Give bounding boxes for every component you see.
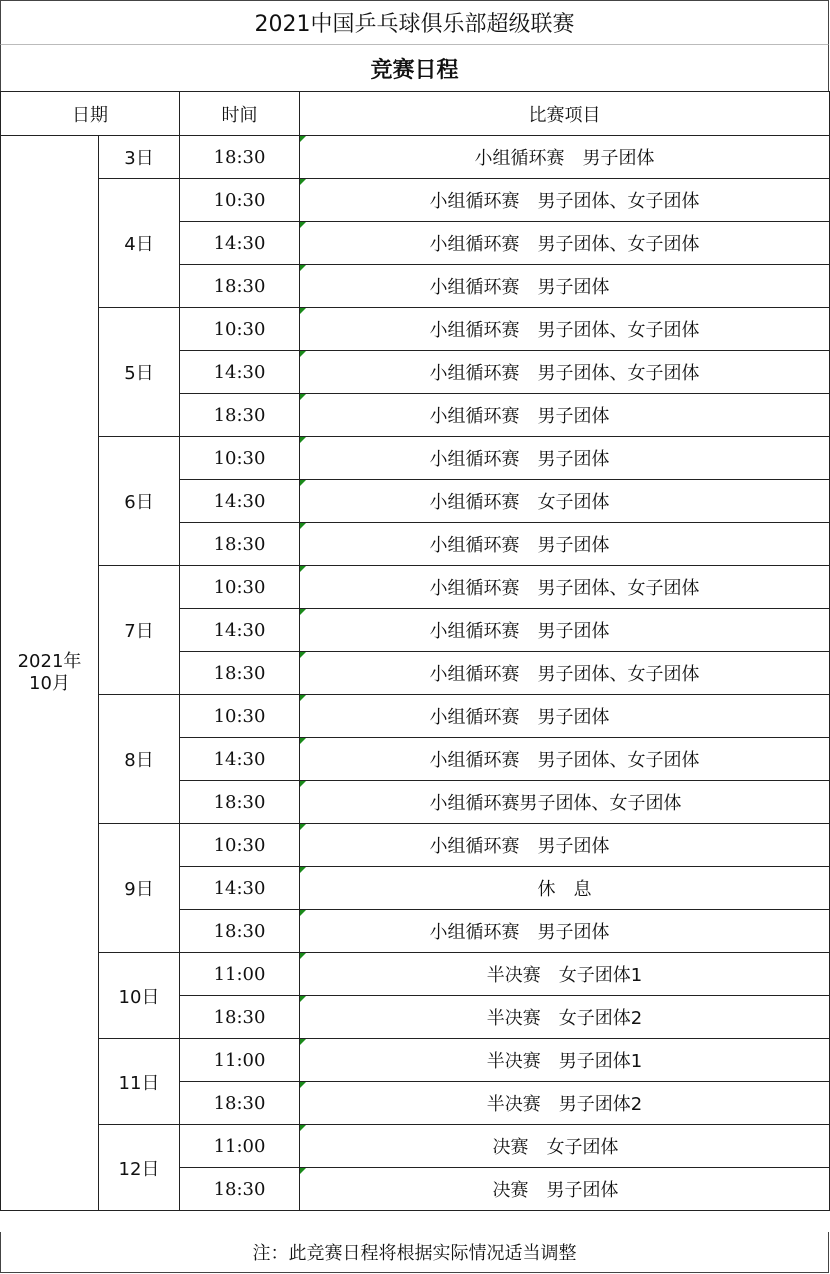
schedule-row <box>1 824 830 867</box>
event-cell[interactable]: 小组循环赛 男子团体、女子团体 <box>300 308 830 351</box>
schedule-row <box>1 566 830 609</box>
time-cell[interactable]: 14:30 <box>180 480 300 523</box>
day-cell[interactable]: 9日 <box>99 824 180 953</box>
time-cell[interactable]: 14:30 <box>180 867 300 910</box>
schedule-row <box>1 1125 830 1168</box>
event-cell[interactable]: 决赛 女子团体 <box>300 1125 830 1168</box>
time-cell[interactable]: 18:30 <box>180 136 300 179</box>
schedule-row <box>1 136 830 179</box>
event-cell[interactable]: 半决赛 男子团体2 <box>300 1082 830 1125</box>
time-cell[interactable]: 18:30 <box>180 394 300 437</box>
day-cell[interactable]: 12日 <box>99 1125 180 1211</box>
time-cell[interactable]: 14:30 <box>180 738 300 781</box>
schedule-subtitle: 竞赛日程 <box>0 45 829 91</box>
schedule-table <box>0 91 830 1211</box>
event-cell[interactable]: 小组循环赛 男子团体、女子团体 <box>300 222 830 265</box>
time-cell[interactable]: 14:30 <box>180 222 300 265</box>
header-time[interactable]: 时间 <box>180 92 300 136</box>
time-cell[interactable]: 18:30 <box>180 1082 300 1125</box>
event-cell[interactable]: 小组循环赛 男子团体、女子团体 <box>300 566 830 609</box>
day-cell[interactable]: 8日 <box>99 695 180 824</box>
schedule-row <box>1 953 830 996</box>
time-cell[interactable]: 18:30 <box>180 265 300 308</box>
time-cell[interactable]: 10:30 <box>180 179 300 222</box>
time-cell[interactable]: 18:30 <box>180 910 300 953</box>
event-cell[interactable]: 小组循环赛 男子团体 <box>300 609 830 652</box>
time-cell[interactable]: 11:00 <box>180 1039 300 1082</box>
day-cell[interactable]: 6日 <box>99 437 180 566</box>
time-cell[interactable]: 11:00 <box>180 1125 300 1168</box>
day-cell[interactable]: 3日 <box>99 136 180 179</box>
time-cell[interactable]: 14:30 <box>180 351 300 394</box>
time-cell[interactable]: 18:30 <box>180 781 300 824</box>
time-cell[interactable]: 14:30 <box>180 609 300 652</box>
schedule-row <box>1 695 830 738</box>
event-cell[interactable]: 决赛 男子团体 <box>300 1168 830 1211</box>
header-date[interactable]: 日期 <box>1 92 180 136</box>
event-cell[interactable]: 小组循环赛 男子团体、女子团体 <box>300 738 830 781</box>
event-cell[interactable]: 小组循环赛 男子团体、女子团体 <box>300 351 830 394</box>
event-cell[interactable]: 小组循环赛 男子团体、女子团体 <box>300 179 830 222</box>
time-cell[interactable]: 18:30 <box>180 652 300 695</box>
schedule-row <box>1 179 830 222</box>
event-cell[interactable]: 小组循环赛 女子团体 <box>300 480 830 523</box>
schedule-row <box>1 308 830 351</box>
event-cell[interactable]: 半决赛 男子团体1 <box>300 1039 830 1082</box>
document-title: 2021中国乒乓球俱乐部超级联赛 <box>0 0 829 45</box>
event-cell[interactable]: 半决赛 女子团体2 <box>300 996 830 1039</box>
day-cell[interactable]: 11日 <box>99 1039 180 1125</box>
time-cell[interactable]: 10:30 <box>180 308 300 351</box>
time-cell[interactable]: 10:30 <box>180 566 300 609</box>
schedule-row <box>1 1039 830 1082</box>
event-cell[interactable]: 小组循环赛男子团体、女子团体 <box>300 781 830 824</box>
event-cell[interactable]: 小组循环赛 男子团体 <box>300 824 830 867</box>
time-cell[interactable]: 10:30 <box>180 824 300 867</box>
event-cell[interactable]: 小组循环赛 男子团体 <box>300 394 830 437</box>
event-cell[interactable]: 半决赛 女子团体1 <box>300 953 830 996</box>
time-cell[interactable]: 18:30 <box>180 523 300 566</box>
schedule-row <box>1 437 830 480</box>
time-cell[interactable]: 10:30 <box>180 695 300 738</box>
event-cell[interactable]: 小组循环赛 男子团体 <box>300 136 830 179</box>
event-cell[interactable]: 小组循环赛 男子团体 <box>300 523 830 566</box>
day-cell[interactable]: 7日 <box>99 566 180 695</box>
event-cell[interactable]: 小组循环赛 男子团体 <box>300 437 830 480</box>
event-cell[interactable]: 休 息 <box>300 867 830 910</box>
header-row <box>1 92 830 136</box>
time-cell[interactable]: 18:30 <box>180 996 300 1039</box>
footnote: 注：此竞赛日程将根据实际情况适当调整 <box>0 1232 829 1273</box>
day-cell[interactable]: 4日 <box>99 179 180 308</box>
day-cell[interactable]: 10日 <box>99 953 180 1039</box>
event-cell[interactable]: 小组循环赛 男子团体 <box>300 695 830 738</box>
event-cell[interactable]: 小组循环赛 男子团体 <box>300 265 830 308</box>
day-cell[interactable]: 5日 <box>99 308 180 437</box>
event-cell[interactable]: 小组循环赛 男子团体、女子团体 <box>300 652 830 695</box>
schedule-body <box>1 136 830 1211</box>
header-event[interactable]: 比赛项目 <box>300 92 830 136</box>
month-cell[interactable]: 2021年 10月 <box>1 136 99 1211</box>
time-cell[interactable]: 18:30 <box>180 1168 300 1211</box>
time-cell[interactable]: 11:00 <box>180 953 300 996</box>
event-cell[interactable]: 小组循环赛 男子团体 <box>300 910 830 953</box>
time-cell[interactable]: 10:30 <box>180 437 300 480</box>
